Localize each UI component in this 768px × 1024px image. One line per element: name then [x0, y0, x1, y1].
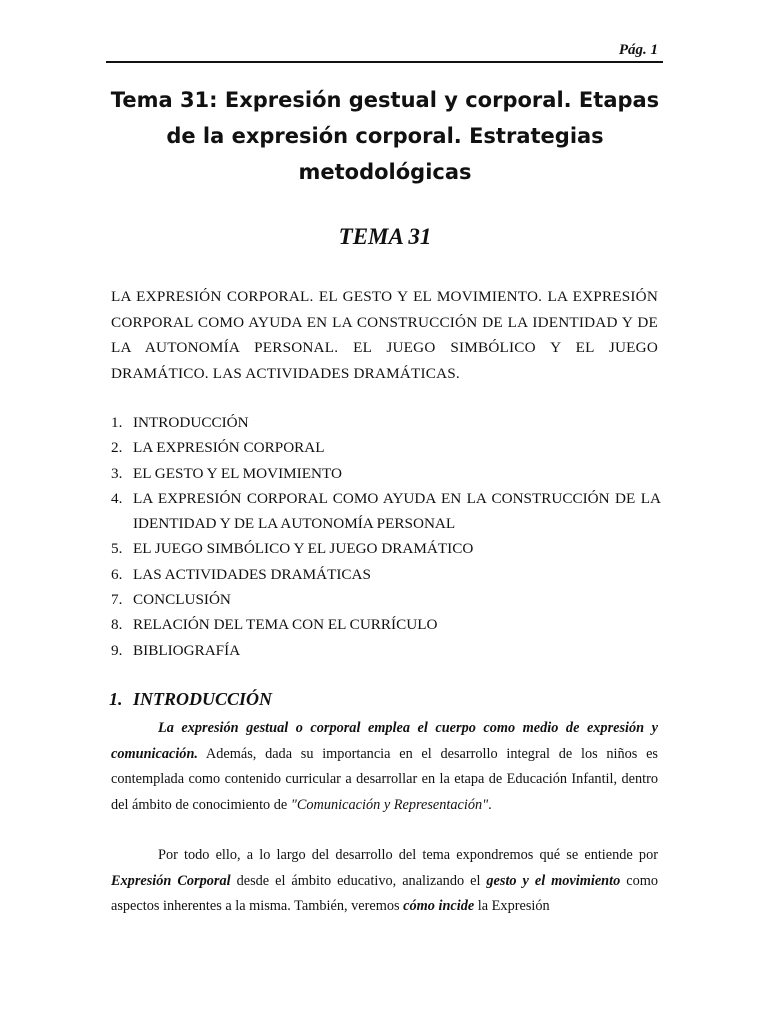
- title-line-2: de la expresión corporal. Estrategias: [166, 124, 604, 148]
- toc-item: [111, 486, 661, 537]
- toc-text: EL JUEGO SIMBÓLICO Y EL JUEGO DRAMÁTICO: [133, 540, 474, 558]
- intro-emphasis: La expresión gestual o corporal emplea el cuerpo como medio de expresión y comunicación.: [111, 720, 658, 762]
- toc-text: RELACIÓN DEL TEMA CON EL CURRÍCULO: [133, 616, 438, 634]
- toc-number: 1.: [111, 414, 123, 431]
- title-line-3: metodológicas: [298, 160, 472, 184]
- toc-number: 5.: [111, 540, 123, 558]
- toc-number: 7.: [111, 591, 123, 609]
- header-rule: [106, 61, 663, 63]
- document-title: [100, 82, 670, 190]
- toc-number: 6.: [111, 565, 123, 583]
- tema-heading: TEMA 31: [338, 224, 432, 249]
- toc-number: 2.: [111, 439, 123, 457]
- toc-item: [111, 587, 661, 612]
- toc-text: LA EXPRESIÓN CORPORAL: [133, 439, 325, 457]
- section-number: 1.: [109, 689, 123, 709]
- section-heading-introduccion: [109, 689, 272, 710]
- toc-text: BIBLIOGRAFÍA: [133, 641, 241, 659]
- p2-text-a: Por todo ello, a lo largo del desarrollo del tema expondremos qué se entiende por: [158, 847, 658, 863]
- intro-text: Además, dada su importancia en el desarrollo integral de los niños es contemplada como contenido curricular a desarrollar en la etapa de Educación Infantil, dentro del ámbito de conocimiento de: [111, 745, 658, 813]
- p2-emph-gesto-movimiento: gesto y el movimiento: [486, 872, 621, 889]
- toc-item: [111, 536, 661, 561]
- toc-item: [111, 638, 661, 663]
- toc-text: LA EXPRESIÓN CORPORAL COMO AYUDA EN LA CONSTRUCCIÓN DE LA IDENTIDAD Y DE LA AUTONOMÍA PERSONAL: [133, 489, 661, 533]
- toc-item: [111, 562, 661, 587]
- toc-item: [111, 461, 661, 486]
- toc-item: [111, 410, 661, 435]
- p2-text-g: la Expresión: [474, 898, 550, 914]
- page-number: Pág. 1: [618, 42, 658, 58]
- toc-number: 9.: [111, 641, 123, 659]
- toc-text: LAS ACTIVIDADES DRAMÁTICAS: [133, 565, 371, 583]
- title-line-1: Tema 31: Expresión gestual y corporal. Etapas: [110, 88, 660, 112]
- section-title: INTRODUCCIÓN: [133, 689, 273, 709]
- p2-text-c: desde el ámbito educativo, analizando el: [230, 872, 487, 889]
- table-of-contents: [111, 410, 661, 663]
- toc-number: 3.: [111, 464, 123, 482]
- toc-item: [111, 612, 661, 637]
- toc-number: 8.: [111, 616, 123, 634]
- toc-text: CONCLUSIÓN: [133, 591, 231, 609]
- topic-summary: LA EXPRESIÓN CORPORAL. EL GESTO Y EL MOVIMIENTO. LA EXPRESIÓN CORPORAL COMO AYUDA EN LA CONSTRUCCIÓN DE LA IDENTIDAD Y DE LA AUTONOMÍA PERSONAL. EL JUEGO SIMBÓLICO Y EL JUEGO DRAMÁTICO. LAS ACTIVIDADES DRAMÁTICAS.: [111, 288, 658, 382]
- p2-text-e: como aspectos inherentes a la misma. También, veremos: [111, 872, 659, 914]
- toc-item: [111, 435, 661, 460]
- intro-quote: "Comunicación y Representación": [290, 796, 489, 813]
- toc-number: 4.: [111, 489, 123, 507]
- intro-end: .: [488, 796, 492, 813]
- p2-emph-expresion-corporal: Expresión Corporal: [111, 872, 231, 889]
- p2-emph-como-incide: cómo incide: [403, 898, 475, 914]
- intro-paragraph-2: [111, 843, 658, 920]
- intro-paragraph-1: [111, 716, 658, 818]
- toc-text: INTRODUCCIÓN: [133, 414, 249, 431]
- toc-text: EL GESTO Y EL MOVIMIENTO: [133, 464, 342, 482]
